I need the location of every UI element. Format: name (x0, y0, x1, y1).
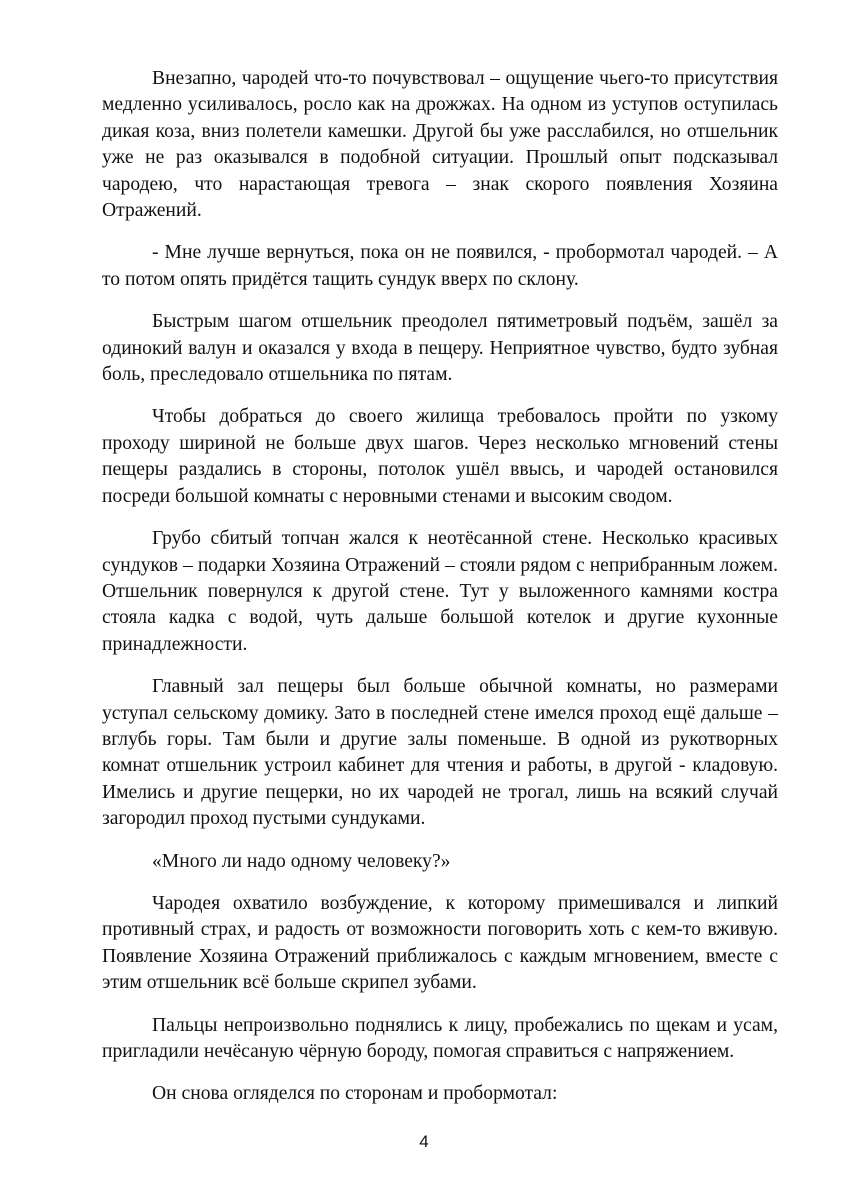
paragraph-8: Чародея охватило возбуждение, к которому примешивался и липкий противный страх, и радость от возможности поговорить хоть с кем-то вживую. Появление Хозяина Отражений приближалось с каждым мгновением, вместе с этим отшельник всё больше скрипел зубами. (102, 892, 778, 994)
paragraph-7: «Много ли надо одному человеку?» (152, 850, 451, 872)
page-body (102, 66, 778, 1124)
paragraph-6: Главный зал пещеры был больше обычной комнаты, но размерами уступал сельскому домику. Зато в последней стене имелся проход ещё дальше – вглубь горы. Там были и другие залы поменьше. В одной из рукотворных комнат отшельник устроил кабинет для чтения и работы, в другой - кладовую. Имелись и другие пещерки, но их чародей не трогал, лишь на всякий случай загородил проход пустыми сундуками. (102, 676, 778, 830)
paragraph-9: Пальцы непроизвольно поднялись к лицу, пробежались по щекам и усам, пригладили нечёсаную чёрную бороду, помогая справиться с напряжением. (102, 1014, 778, 1062)
paragraph-5: Грубо сбитый топчан жался к неотёсанной стене. Несколько красивых сундуков – подарки Хозяина Отражений – стояли рядом с неприбранным ложем. Отшельник повернулся к другой стене. Тут у выложенного камнями костра стояла кадка с водой, чуть дальше большой котелок и другие кухонные принадлежности. (102, 528, 778, 655)
paragraph-1: Внезапно, чародей что-то почувствовал – ощущение чьего-то присутствия медленно усиливалось, росло как на дрожжах. На одном из уступов оступилась дикая коза, вниз полетели камешки. Другой бы уже расслабился, но отшельник уже не раз оказывался в подобной ситуации. Прошлый опыт подсказывал чародею, что нарастающая тревога – знак скорого появления Хозяина Отражений. (102, 68, 778, 222)
paragraph-2: - Мне лучше вернуться, пока он не появился, - пробормотал чародей. – А то потом опять придётся тащить сундук вверх по склону. (102, 242, 778, 290)
paragraph-3: Быстрым шагом отшельник преодолел пятиметровый подъём, зашёл за одинокий валун и оказался у входа в пещеру. Неприятное чувство, будто зубная боль, преследовало отшельника по пятам. (102, 311, 778, 386)
paragraph-10: Он снова огляделся по сторонам и пробормотал: (152, 1083, 558, 1105)
paragraph-4: Чтобы добраться до своего жилища требовалось пройти по узкому проходу шириной не больше двух шагов. Через несколько мгновений стены пещеры раздались в стороны, потолок ушёл ввысь, и чародей остановился посреди большой комнаты с неровными стенами и высоким сводом. (102, 406, 778, 507)
page-number: 4 (419, 1132, 429, 1151)
